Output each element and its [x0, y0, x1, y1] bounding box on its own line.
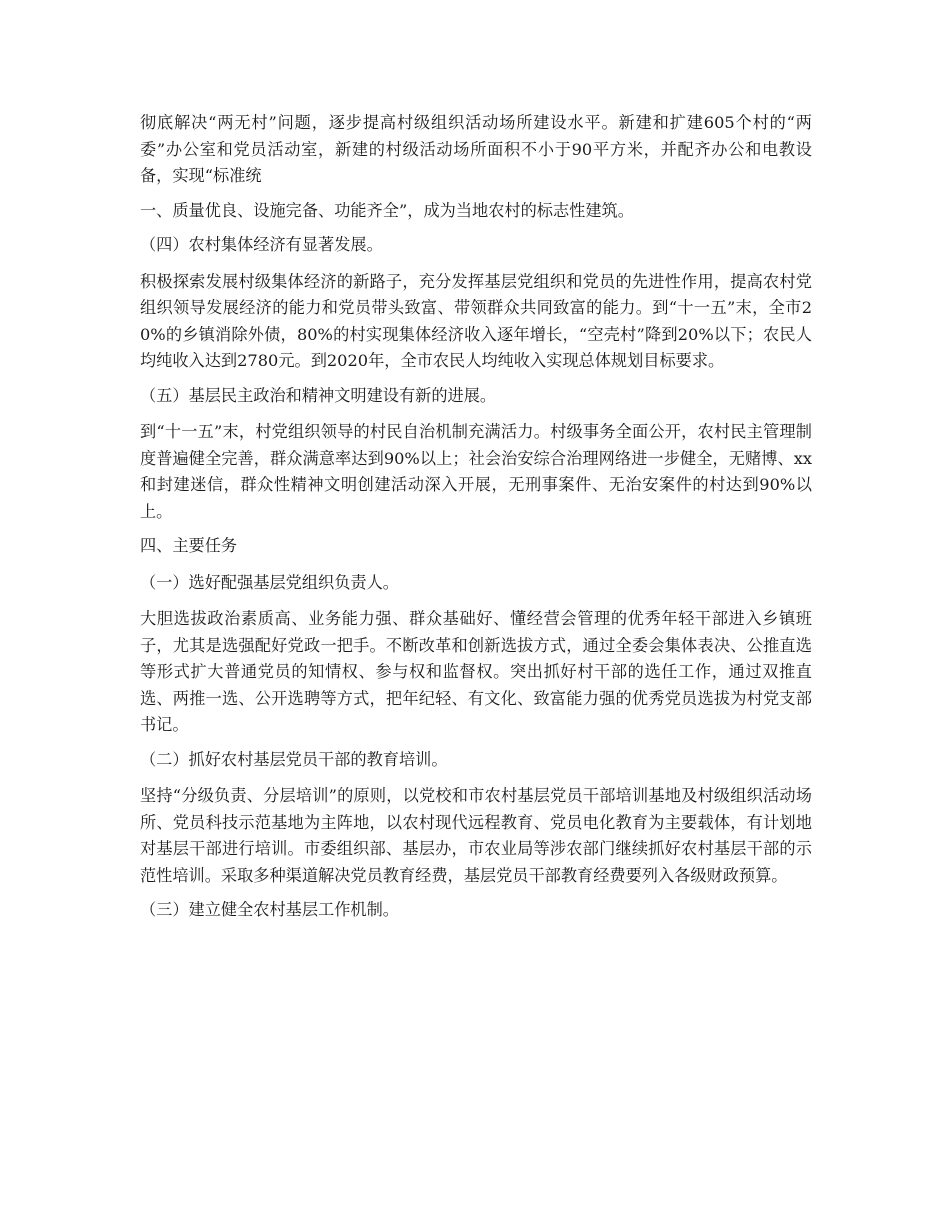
body-paragraph: 大胆选拔政治素质高、业务能力强、群众基础好、懂经营会管理的优秀年轻干部进入乡镇班子，尤其是选强配好党政一把手。不断改革和创新选拔方式，通过全委会集体表决、公推直选等形式扩大普通党员的知情权、参与权和监督权。突出抓好村干部的选任工作，通过双推直选、两推一选、公开选聘等方式，把年纪轻、有文化、致富能力强的优秀党员选拔为村党支部书记。	[140, 609, 812, 734]
section-heading: （四）农村集体经济有显著发展。	[140, 235, 383, 254]
body-paragraph: 积极探索发展村级集体经济的新路子，充分发挥基层党组织和党员的先进性作用，提高农村党组织领导发展经济的能力和党员带头致富、带领群众共同致富的能力。到“十一五”末，全市20%的乡镇消除外债，80%的村实现集体经济收入逐年增长，“空壳村”降到20%以下；农民人均纯收入达到2780元。到2020年，全市农民人均纯收入实现总体规划目标要求。	[140, 271, 812, 370]
body-paragraph: 彻底解决“两无村”问题，逐步提高村级组织活动场所建设水平。新建和扩建605个村的“两委”办公室和党员活动室，新建的村级活动场所面积不小于90平方米，并配齐办公和电教设备，实现“标准统	[140, 113, 812, 185]
section-heading: （三）建立健全农村基层工作机制。	[140, 900, 399, 919]
section-heading: （五）基层民主政治和精神文明建设有新的进展。	[140, 385, 497, 405]
body-paragraph: 坚持“分级负责、分层培训”的原则，以党校和市农村基层党员干部培训基地及村级组织活动场所、党员科技示范基地为主阵地，以农村现代远程教育、党员电化教育为主要载体，有计划地对基层干部进行培训。市委组织部、基层办，市农业局等涉农部门继续抓好农村基层干部的示范性培训。采取多种渠道解决党员教育经费，基层党员干部教育经费要列入各级财政预算。	[140, 786, 812, 885]
section-heading: （二）抓好农村基层党员干部的教育培训。	[140, 749, 448, 769]
body-paragraph: 到“十一五”末，村党组织领导的村民自治机制充满活力。村级事务全面公开，农村民主管理制度普遍健全完善，群众满意率达到90%以上；社会治安综合治理网络进一步健全，无赌博、xx和封建迷信，群众性精神文明创建活动深入开展，无刑事案件、无治安案件的村达到90%以上。	[140, 422, 812, 521]
chapter-heading: 四、主要任务	[140, 536, 238, 555]
document-page	[140, 110, 812, 934]
section-heading: （一）选好配强基层党组织负责人。	[140, 572, 399, 592]
body-paragraph: 一、质量优良、设施完备、功能齐全”，成为当地农村的标志性建筑。	[140, 200, 634, 220]
